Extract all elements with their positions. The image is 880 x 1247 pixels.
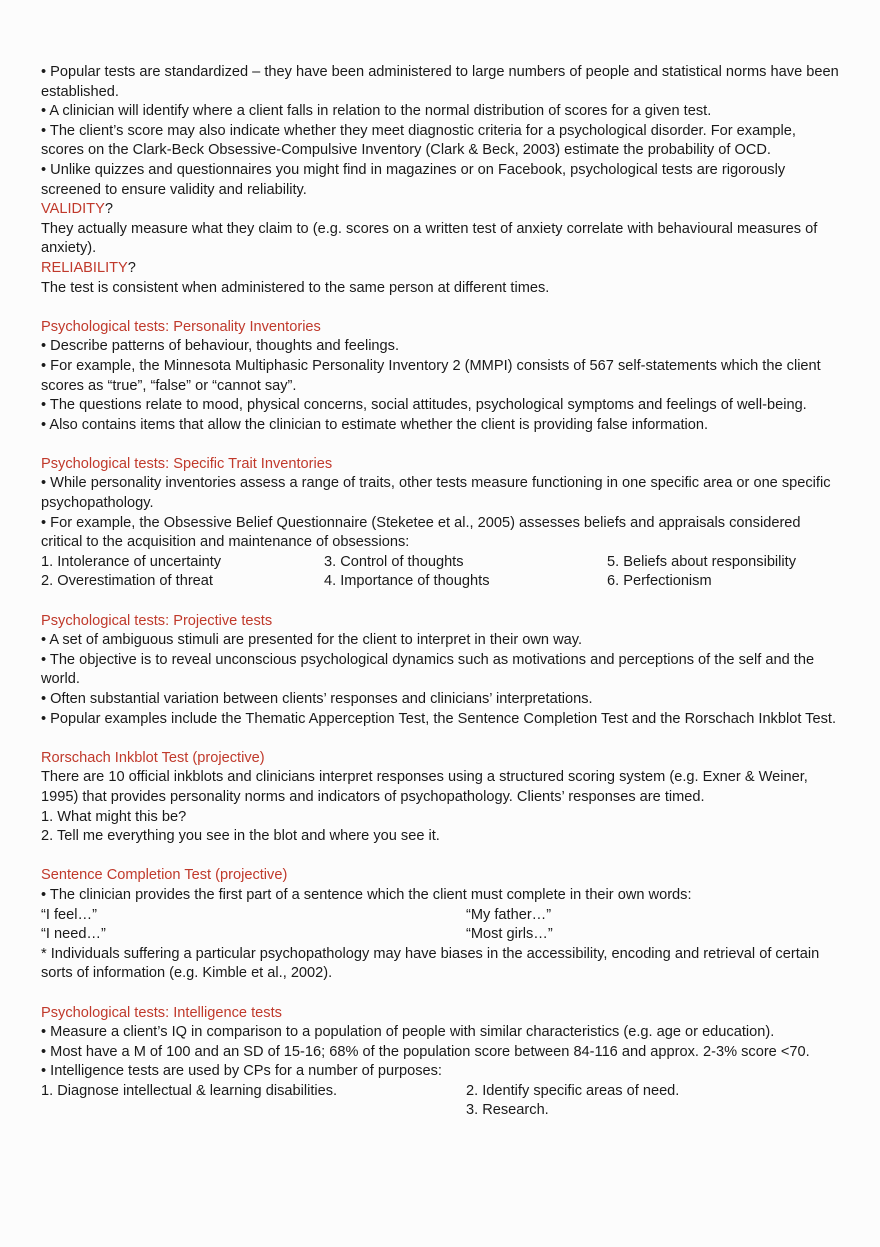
bullet-diagnostic-criteria: • The client’s score may also indicate whether they meet diagnostic criteria for a psychological disorder. For example, scores on the Clark-Beck Obsessive-Compulsive Inventory (Clark & Beck, 2003) estimate the probability of OCD. — [41, 122, 796, 159]
obsessions-row-2 — [41, 572, 841, 592]
spacer — [41, 435, 841, 455]
obsession-item: 3. Control of thoughts — [324, 553, 464, 570]
spacer — [41, 847, 841, 867]
validity-heading — [41, 200, 841, 220]
personality-inventories-section — [41, 318, 841, 436]
spacer — [41, 984, 841, 1004]
bullet-item: • Intelligence tests are used by CPs for a number of purposes: — [41, 1063, 442, 1080]
bullet-item: • The objective is to reveal unconscious psychological dynamics such as motivations and perceptions of the self and the world. — [41, 651, 815, 688]
purpose-item: 3. Research. — [466, 1102, 549, 1119]
spacer — [41, 298, 841, 318]
validity-term: VALIDITY — [41, 201, 105, 218]
bullet-item: • Measure a client’s IQ in comparison to a population of people with similar characteristics (e.g. age or education). — [41, 1024, 775, 1041]
bullet-item: • Popular examples include the Thematic Apperception Test, the Sentence Completion Test and the Rorschach Inkblot Test. — [41, 710, 836, 727]
bullet-item: • While personality inventories assess a range of traits, other tests measure functioning in one specific area or one specific psychopathology. — [41, 475, 831, 512]
bullet-item: • Often substantial variation between clients’ responses and clinicians’ interpretations. — [41, 691, 593, 707]
bullet-rigorously-screened: • Unlike quizzes and questionnaires you might find in magazines or on Facebook, psychological tests are rigorously screened to ensure validity and reliability. — [41, 161, 786, 198]
obsession-item: 2. Overestimation of threat — [41, 573, 213, 590]
reliability-heading — [41, 259, 841, 279]
bullet-item: • Most have a M of 100 and an SD of 15-16; 68% of the population score between 84-116 and approx. 2-3% score <70. — [41, 1043, 810, 1060]
bullet-item: • The clinician provides the first part of a sentence which the client must complete in their own words: — [41, 886, 692, 903]
validity-mark: ? — [104, 201, 113, 218]
section-heading: Psychological tests: Specific Trait Inventories — [41, 455, 333, 472]
purpose-item: 1. Diagnose intellectual & learning disabilities. — [41, 1082, 338, 1099]
spacer — [41, 729, 841, 749]
obsession-item: 4. Importance of thoughts — [324, 573, 490, 590]
rorschach-question: 2. Tell me everything you see in the blot and where you see it. — [41, 828, 440, 845]
rorschach-section — [41, 749, 841, 847]
obsession-item: 1. Intolerance of uncertainty — [41, 553, 222, 570]
section-heading: Sentence Completion Test (projective) — [41, 867, 288, 884]
sentence-stem: “My father…” — [466, 906, 552, 923]
spacer — [41, 592, 841, 612]
bullet-standardized: • Popular tests are standardized – they have been administered to large numbers of people and statistical norms have been established. — [41, 64, 839, 100]
sentence-stem: “I feel…” — [41, 906, 97, 923]
bullet-item: • For example, the Minnesota Multiphasic Personality Inventory 2 (MMPI) consists of 567 self-statements which the client scores as “true”, “false” or “cannot say”. — [41, 357, 821, 394]
bullet-normal-distribution: • A clinician will identify where a client falls in relation to the normal distribution of scores for a given test. — [41, 103, 712, 120]
obsession-item: 6. Perfectionism — [607, 573, 712, 590]
rorschach-description: There are 10 official inkblots and clinicians interpret responses using a structured scoring system (e.g. Exner & Weiner, 1995) that provides personality norms and indicators of psychopathology. Clients’ responses are timed. — [41, 769, 808, 805]
section-heading: Psychological tests: Personality Inventories — [41, 318, 321, 335]
purposes-row-2 — [41, 1101, 841, 1121]
sentence-stem: “Most girls…” — [466, 926, 553, 943]
bullet-item: • Also contains items that allow the clinician to estimate whether the client is providing false information. — [41, 416, 709, 433]
bullet-item: • For example, the Obsessive Belief Questionnaire (Steketee et al., 2005) assesses beliefs and appraisals considered critical to the acquisition and maintenance of obsessions: — [41, 514, 801, 551]
reliability-mark: ? — [127, 259, 136, 276]
projective-tests-section — [41, 612, 841, 730]
rorschach-question: 1. What might this be? — [41, 808, 187, 825]
section-heading: Rorschach Inkblot Test (projective) — [41, 749, 265, 766]
section-heading: Psychological tests: Intelligence tests — [41, 1004, 282, 1021]
document-page — [41, 63, 841, 1121]
bullet-item: • Describe patterns of behaviour, thoughts and feelings. — [41, 338, 400, 355]
bullet-item: • A set of ambiguous stimuli are presented for the client to interpret in their own way. — [41, 632, 583, 649]
obsessions-row-1 — [41, 553, 841, 573]
reliability-term: RELIABILITY — [41, 259, 128, 276]
obsession-item: 5. Beliefs about responsibility — [607, 553, 797, 570]
specific-trait-section — [41, 455, 841, 592]
intelligence-tests-section — [41, 1004, 841, 1122]
bullet-item: • The questions relate to mood, physical concerns, social attitudes, psychological symptoms and feelings of well-being. — [41, 397, 807, 414]
stems-row-1 — [41, 906, 841, 926]
reliability-definition: The test is consistent when administered to the same person at different times. — [41, 279, 550, 296]
section-heading: Psychological tests: Projective tests — [41, 612, 273, 629]
validity-definition: They actually measure what they claim to (e.g. scores on a written test of anxiety correlate with behavioural measures of anxiety). — [41, 220, 818, 257]
sentence-completion-section — [41, 866, 841, 984]
purpose-item: 2. Identify specific areas of need. — [466, 1082, 680, 1099]
intro-section — [41, 63, 841, 298]
sentence-stem: “I need…” — [41, 926, 106, 943]
sentence-completion-note: * Individuals suffering a particular psychopathology may have biases in the accessibility, encoding and retrieval of certain sorts of information (e.g. Kimble et al., 2002). — [41, 945, 820, 982]
purposes-row-1 — [41, 1082, 841, 1102]
stems-row-2 — [41, 925, 841, 945]
